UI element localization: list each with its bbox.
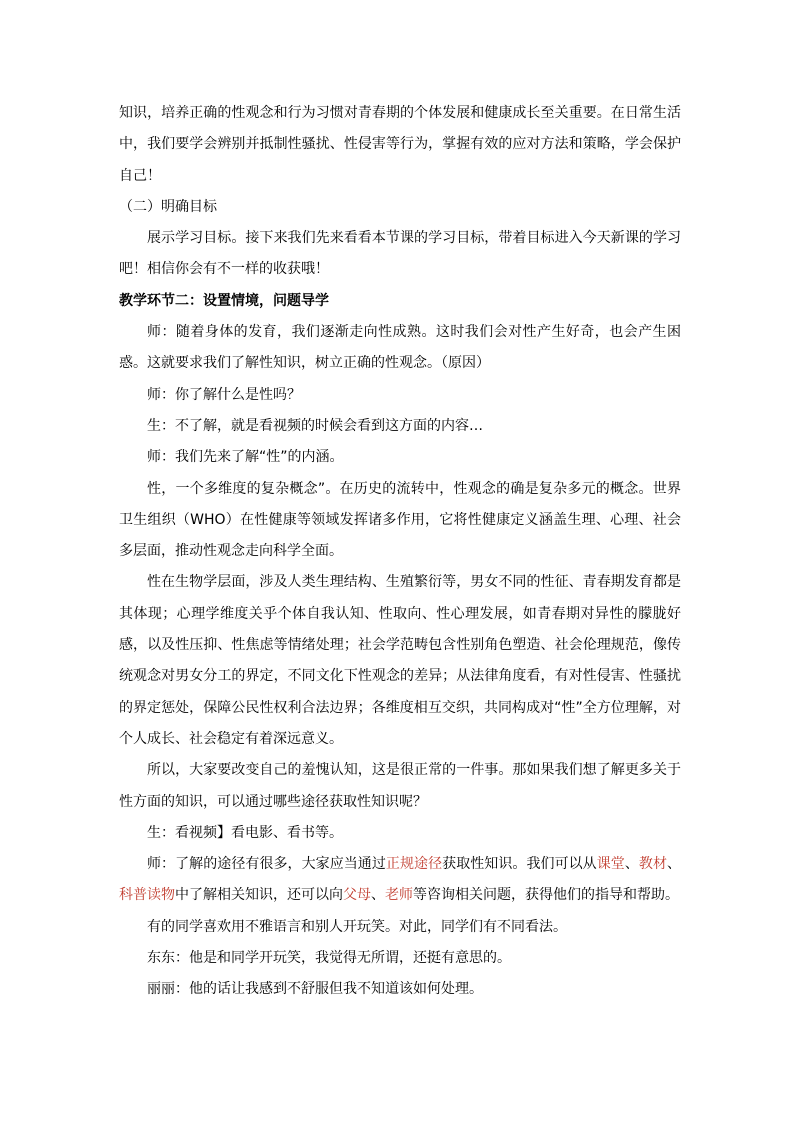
text-run: 等咨询相关问题，获得他们的指导和帮助。 xyxy=(413,887,679,904)
text-run: 师：了解的途径有很多，大家应当通过 xyxy=(147,856,386,873)
paragraph-teacher-ways xyxy=(119,849,681,912)
text-run: 中了解相关知识，还可以向 xyxy=(175,887,343,904)
highlight-teachers: 老师 xyxy=(385,887,413,904)
teaching-step-heading: 教学环节二：设置情境，问题导学 xyxy=(119,292,329,309)
text-run: 获取性知识。我们可以从 xyxy=(442,856,597,873)
section-heading-objectives: （二）明确目标 xyxy=(119,198,217,215)
paragraph-joke-scenario: 有的同学喜欢用不雅语言和别人开玩笑。对此，同学们有不同看法。 xyxy=(147,918,567,935)
document-body xyxy=(119,98,681,1006)
paragraph-dongdong: 东东：他是和同学开玩笑，我觉得无所谓，还挺有意思的。 xyxy=(147,950,511,967)
text-run: 、 xyxy=(371,887,385,904)
highlight-textbook: 教材 xyxy=(638,856,668,873)
paragraph-student-answer: 生：不了解，就是看视频的时候会看到这方面的内容… xyxy=(147,417,483,434)
paragraph-ways-question: 所以，大家要改变自己的羞愧认知，这是很正常的一件事。那如果我们想了解更多关于性方面的知识，可以通过哪些途径获取性知识呢？ xyxy=(119,762,681,810)
paragraph-lili: 丽丽：他的话让我感到不舒服但我不知道该如何处理。 xyxy=(147,981,483,998)
text-run: 、 xyxy=(624,856,639,873)
text-run: 、 xyxy=(667,856,682,873)
paragraph-intro-continued: 知识，培养正确的性观念和行为习惯对青春期的个体发展和健康成长至关重要。在日常生活中，我们要学会辨别并抵制性骚扰、性侵害等行为，掌握有效的应对方法和策略，学会保护自己！ xyxy=(119,105,681,184)
paragraph-teacher-question: 师：你了解什么是性吗？ xyxy=(147,386,301,403)
paragraph-show-objectives: 展示学习目标。接下来我们先来看看本节课的学习目标，带着目标进入今天新课的学习吧！相信你会有不一样的收获哦！ xyxy=(119,230,681,278)
paragraph-dimensions: 性在生物学层面，涉及人类生理结构、生殖繁衍等，男女不同的性征、青春期发育都是其体现；心理学维度关乎个体自我认知、性取向、性心理发展，如青春期对异性的朦胧好感，以及性压抑、性焦虑等情绪处理；社会学范畴包含性别角色塑造、社会伦理规范，像传统观念对男女分工的界定，不同文化下性观念的差异；从法律角度看，有对性侵害、性骚扰的界定惩处，保障公民性权利合法边界；各维度相互交织，共同构成对“性”全方位理解，对个人成长、社会稳定有着深远意义。 xyxy=(119,574,681,747)
highlight-formal-channels: 正规途径 xyxy=(385,856,443,873)
paragraph-teacher-meaning: 师：我们先来了解“性”的内涵。 xyxy=(147,449,344,466)
highlight-popular-science: 科普读物 xyxy=(119,887,175,904)
paragraph-concept-sex: 性，一个多维度的复杂概念”。在历史的流转中，性观念的确是复杂多元的概念。世界卫生组织（WHO）在性健康等领域发挥诸多作用，它将性健康定义涵盖生理、心理、社会多层面，推动性观念走向科学全面。 xyxy=(119,480,681,560)
highlight-classroom: 课堂 xyxy=(596,856,625,873)
highlight-parents: 父母 xyxy=(343,887,371,904)
paragraph-teacher-growth: 师：随着身体的发育，我们逐渐走向性成熟。这时我们会对性产生好奇，也会产生困惑。这就要求我们了解性知识，树立正确的性观念。（原因） xyxy=(119,324,681,372)
paragraph-student-ways: 生：看视频】看电影、看书等。 xyxy=(147,824,343,841)
